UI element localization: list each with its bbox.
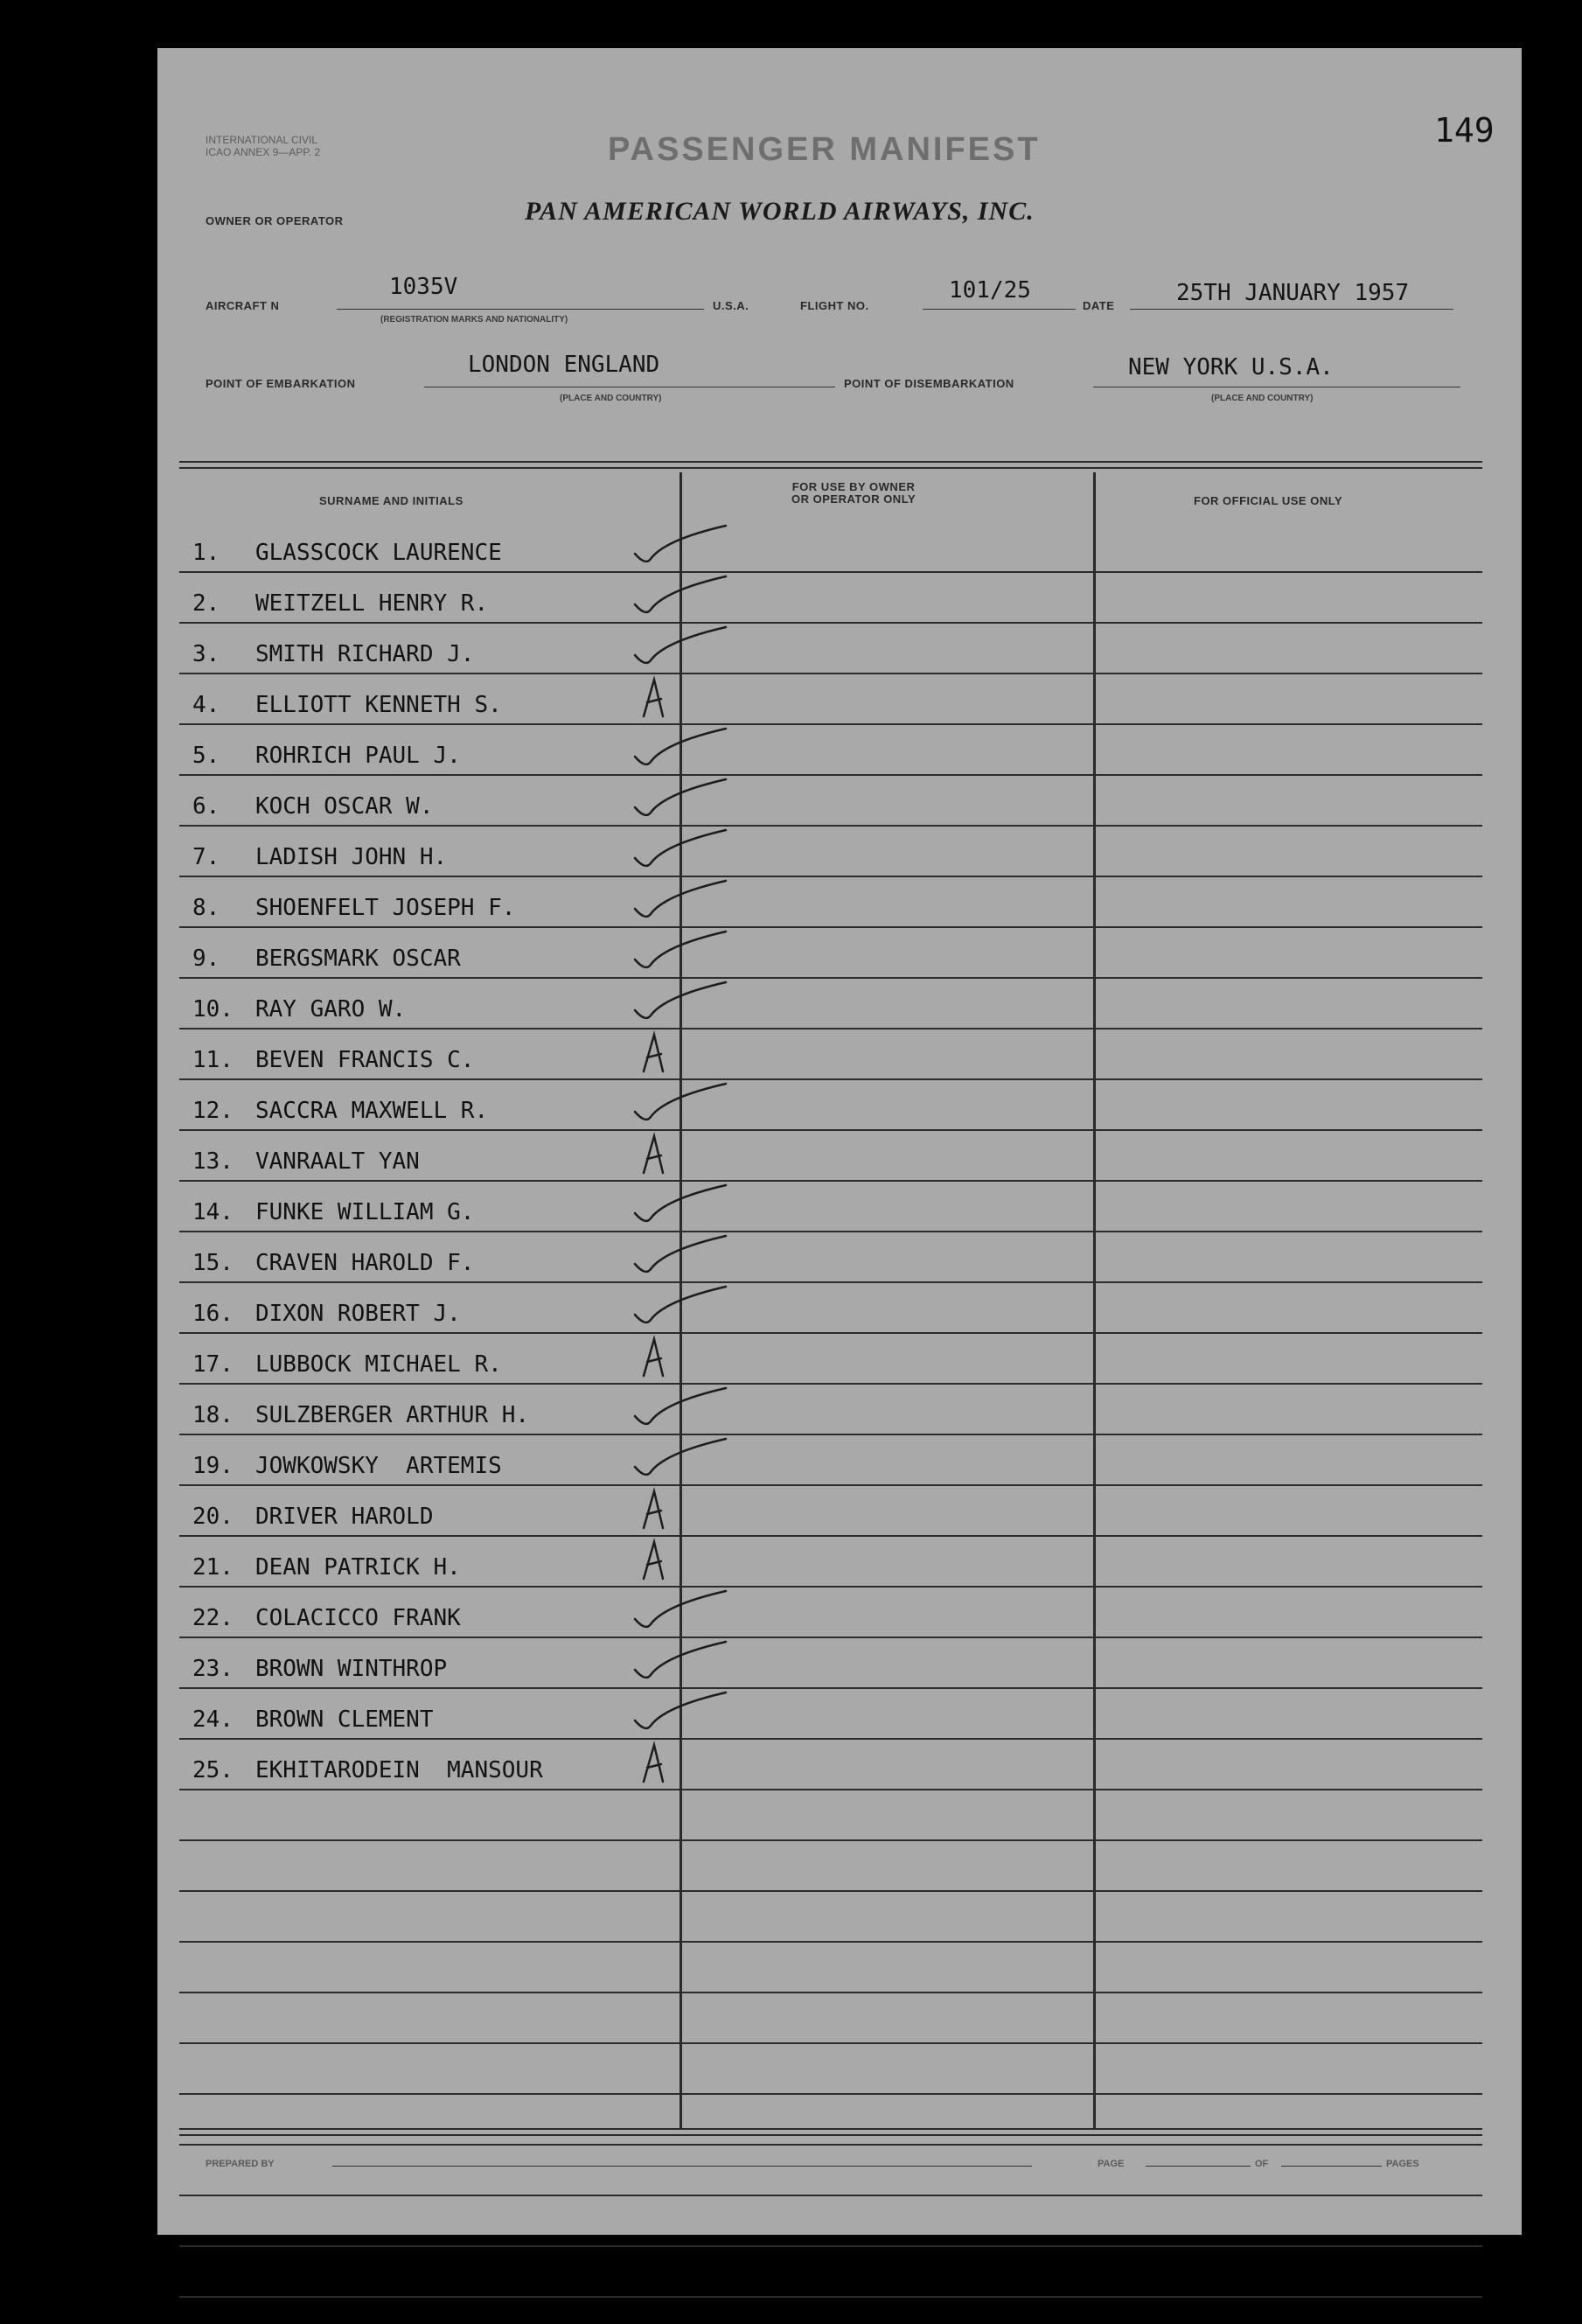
passenger-row [192,1199,474,1225]
footer-prepared-line [332,2166,1032,2167]
row-rule [179,1535,1482,1537]
passenger-name: FUNKE WILLIAM G. [255,1199,475,1225]
table-top-rule-1 [179,461,1482,463]
check-mark-icon [630,1586,735,1638]
passenger-row [192,1148,420,1175]
check-mark-icon [630,1281,735,1334]
passenger-name: ELLIOTT KENNETH S. [255,692,502,718]
passenger-number: 21. [192,1554,233,1581]
row-rule [179,2296,1482,2298]
passenger-number: 9. [192,946,220,972]
passenger-number: 2. [192,590,220,617]
date-value: 25TH JANUARY 1957 [1176,280,1410,306]
passenger-name: VANRAALT YAN [255,1148,420,1175]
row-rule [179,977,1482,979]
check-mark-icon [630,977,735,1029]
passenger-number: 19. [192,1453,233,1479]
check-mark-icon [630,622,735,674]
footer-page-line [1146,2166,1251,2167]
row-rule [179,571,1482,573]
check-mark-icon [630,1180,735,1232]
row-rule [179,1180,1482,1182]
passenger-name: ROHRICH PAUL J. [255,743,461,769]
passenger-name: SHOENFELT JOSEPH F. [255,895,516,921]
passenger-row [192,1706,434,1733]
passenger-number: 18. [192,1402,233,1428]
passenger-row [192,1605,461,1631]
passenger-number: 14. [192,1199,233,1225]
row-rule [179,825,1482,827]
footer-pages: PAGES [1386,2159,1419,2169]
passenger-row [192,1656,447,1682]
passenger-name: CRAVEN HAROLD F. [255,1250,475,1276]
embarkation-value: LONDON ENGLAND [468,352,660,378]
passenger-number: 17. [192,1351,233,1378]
row-rule [179,1789,1482,1790]
passenger-name: RAY GARO W. [255,996,407,1022]
passenger-row [192,1504,434,1530]
check-mark-icon [630,825,735,877]
check-mark-icon [630,1078,735,1131]
footer-of: OF [1255,2159,1269,2169]
passenger-number: 24. [192,1706,233,1733]
passenger-number: 4. [192,692,220,718]
alien-mark-icon [630,673,735,725]
check-mark-icon [630,1687,735,1740]
row-rule [179,1738,1482,1740]
manifest-sheet [157,48,1522,2235]
row-rule [179,723,1482,725]
passenger-name: BROWN WINTHROP [255,1656,448,1682]
passenger-row [192,1098,488,1124]
passenger-number: 12. [192,1098,233,1124]
passenger-number: 1. [192,540,220,566]
table-bottom-rule-2 [179,2134,1482,2136]
alien-mark-icon [630,1332,735,1385]
passenger-name: COLACICCO FRANK [255,1605,461,1631]
passenger-row [192,590,488,617]
passenger-name: WEITZELL HENRY R. [255,590,489,617]
row-rule [179,1637,1482,1638]
passenger-name: BROWN CLEMENT [255,1706,434,1733]
row-rule [179,1231,1482,1232]
row-rule [179,1129,1482,1131]
check-mark-icon [630,774,735,827]
check-mark-icon [630,1637,735,1689]
check-mark-icon [630,926,735,979]
passenger-row [192,1250,474,1276]
passenger-name: DEAN PATRICK H. [255,1554,461,1581]
row-rule [179,2093,1482,2095]
alien-mark-icon [630,1535,735,1588]
alien-mark-icon [630,1738,735,1790]
date-underline [1130,309,1453,310]
passenger-number: 7. [192,844,220,870]
disembarkation-label: POINT OF DISEMBARKATION [844,377,1014,390]
passenger-name: DRIVER HAROLD [255,1504,434,1530]
passenger-row [192,641,474,667]
passenger-row [192,540,502,566]
check-mark-icon [630,1231,735,1283]
passenger-row [192,1554,461,1581]
page-number: 149 [1434,111,1495,150]
passenger-name: EKHITARODEIN MANSOUR [255,1757,543,1783]
passenger-row [192,946,461,972]
passenger-row [192,996,406,1022]
row-rule [179,2144,1482,2146]
row-rule [179,1992,1482,1993]
passenger-number: 10. [192,996,233,1022]
check-mark-icon [630,571,735,624]
row-rule [179,876,1482,877]
row-rule [179,1028,1482,1029]
embarkation-label: POINT OF EMBARKATION [206,377,356,390]
row-rule [179,673,1482,674]
passenger-row [192,895,515,921]
passenger-number: 5. [192,743,220,769]
row-rule [179,1332,1482,1334]
passenger-name: BEVEN FRANCIS C. [255,1047,475,1073]
operator-name: PAN AMERICAN WORLD AIRWAYS, INC. [525,197,1035,226]
row-rule [179,622,1482,624]
flight-underline [923,309,1076,310]
passenger-row [192,743,461,769]
footer-prepared-by: PREPARED BY [206,2159,275,2169]
column-header-name: SURNAME AND INITIALS [319,494,463,507]
passenger-number: 3. [192,641,220,667]
row-rule [179,1941,1482,1943]
passenger-name: BERGSMARK OSCAR [255,946,461,972]
passenger-number: 16. [192,1301,233,1327]
passenger-row [192,793,434,820]
passenger-number: 6. [192,793,220,820]
passenger-number: 13. [192,1148,233,1175]
passenger-number: 15. [192,1250,233,1276]
column-divider-2 [1093,472,1096,2130]
aircraft-underline [337,309,704,310]
flight-number: 101/25 [949,277,1031,304]
passenger-row [192,1351,502,1378]
row-rule [179,1484,1482,1486]
passenger-number: 23. [192,1656,233,1682]
disembarkation-note: (PLACE AND COUNTRY) [1211,394,1314,403]
disembarkation-value: NEW YORK U.S.A. [1128,354,1334,380]
row-rule [179,2042,1482,2044]
passenger-name: JOWKOWSKY ARTEMIS [255,1453,502,1479]
row-rule [179,2245,1482,2247]
table-top-rule-2 [179,467,1482,469]
passenger-number: 8. [192,895,220,921]
passenger-row [192,1402,529,1428]
table-bottom-rule-1 [179,2128,1482,2130]
passenger-row [192,844,447,870]
alien-mark-icon [630,1484,735,1537]
passenger-name: LADISH JOHN H. [255,844,448,870]
date-label: DATE [1083,299,1115,312]
passenger-row [192,1757,543,1783]
footer-page: PAGE [1098,2159,1125,2169]
passenger-name: SACCRA MAXWELL R. [255,1098,489,1124]
passenger-row [192,692,502,718]
embarkation-note: (PLACE AND COUNTRY) [560,394,662,403]
row-rule [179,774,1482,776]
column-header-official: FOR OFFICIAL USE ONLY [1194,494,1343,507]
row-rule [179,926,1482,928]
row-rule [179,2195,1482,2196]
column-header-owner: FOR USE BY OWNER OR OPERATOR ONLY [791,480,916,506]
check-mark-icon [630,520,735,573]
row-rule [179,1586,1482,1588]
aircraft-label: AIRCRAFT N [206,299,280,312]
passenger-number: 11. [192,1047,233,1073]
operator-label: OWNER OR OPERATOR [206,214,344,227]
passenger-name: GLASSCOCK LAURENCE [255,540,502,566]
check-mark-icon [630,723,735,776]
check-mark-icon [630,1434,735,1486]
passenger-name: SULZBERGER ARTHUR H. [255,1402,530,1428]
check-mark-icon [630,876,735,928]
regulation-note: INTERNATIONAL CIVIL ICAO ANNEX 9—APP. 2 [206,134,321,158]
aircraft-registration: 1035V [389,274,458,300]
passenger-row [192,1047,474,1073]
passenger-number: 22. [192,1605,233,1631]
flight-label: FLIGHT NO. [800,299,869,312]
row-rule [179,1687,1482,1689]
row-rule [179,1839,1482,1841]
passenger-number: 20. [192,1504,233,1530]
row-rule [179,1434,1482,1435]
row-rule [179,1383,1482,1385]
check-mark-icon [630,1383,735,1435]
passenger-name: DIXON ROBERT J. [255,1301,461,1327]
passenger-row [192,1301,461,1327]
footer-of-line [1281,2166,1382,2167]
passenger-name: SMITH RICHARD J. [255,641,475,667]
alien-mark-icon [630,1028,735,1080]
form-title: PASSENGER MANIFEST [608,131,1041,168]
row-rule [179,1078,1482,1080]
alien-mark-icon [630,1129,735,1182]
registration-note: (REGISTRATION MARKS AND NATIONALITY) [380,315,568,325]
aircraft-nationality: U.S.A. [713,299,749,312]
row-rule [179,1890,1482,1892]
passenger-number: 25. [192,1757,233,1783]
passenger-row [192,1453,502,1479]
passenger-name: KOCH OSCAR W. [255,793,434,820]
row-rule [179,1281,1482,1283]
passenger-name: LUBBOCK MICHAEL R. [255,1351,502,1378]
